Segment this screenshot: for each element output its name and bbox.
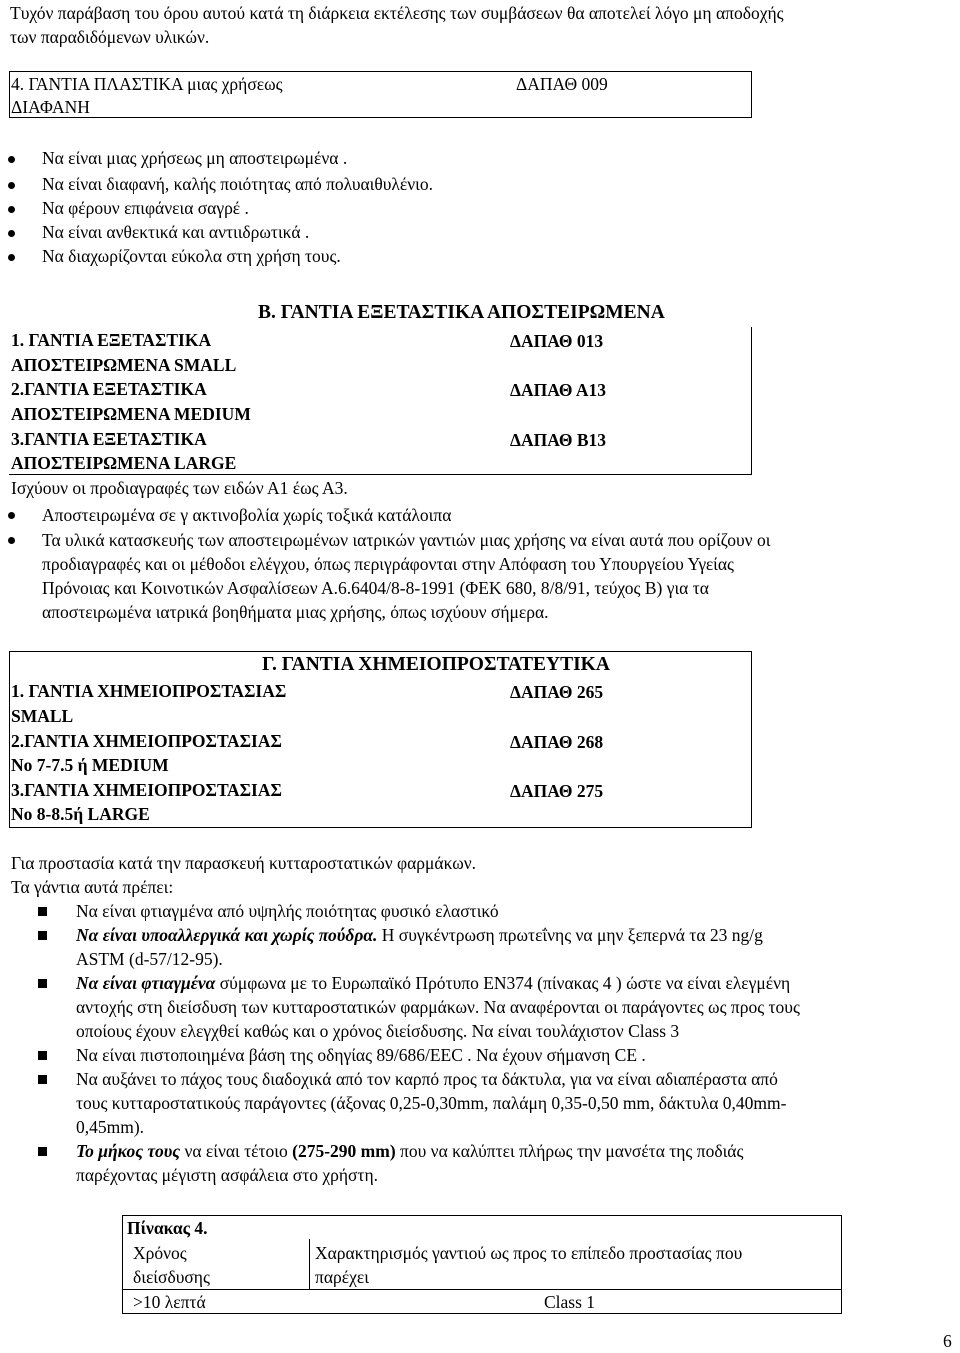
square-bullet-icon [38, 931, 47, 940]
page-number: 6 [943, 1331, 952, 1351]
list-item: Να αυξάνει το πάχος τους διαδοχικά από τον καρπό προς τα δάκτυλα, για να είναι αδιαπέραστα από τους κυτταροστατικούς παράγοντες (άξονας 0,25-0,30mm, παλάμη 0,35-0,50 mm, δάκτυλα 0,40mm- 0,45mm). [76, 1067, 958, 1139]
requirements-list [76, 899, 958, 1187]
intro-line-2: των παραδιδόμενων υλικών. [10, 27, 210, 47]
table-4-title: Πίνακας 4. [127, 1218, 208, 1238]
section-b-heading: Β. ΓΑΝΤΙΑ ΕΞΕΤΑΣΤΙΚΑ ΑΠΟΣΤΕΙΡΩΜΕΝΑ [258, 302, 665, 323]
item4-title-line-1: 4. ΓΑΝΤΙΑ ΠΛΑΣΤΙΚΑ μιας χρήσεως [11, 74, 283, 94]
list-item: Να είναι μιας χρήσεως μη αποστειρωμένα . [34, 146, 433, 172]
bullet-icon [8, 156, 15, 163]
table-4-class: Class 1 [544, 1292, 596, 1312]
code: ΔΑΠΑΘ 013 [510, 331, 604, 351]
bullet-icon [8, 182, 15, 189]
section-b-note: Ισχύουν οι προδιαγραφές των ειδών Α1 έως Α3. [11, 478, 348, 498]
item4-title-line-2: ΔΙΑΦΑΝΗ [11, 97, 90, 117]
list-item: Το μήκος τους να είναι τέτοιο (275-290 mm) που να καλύπτει πλήρως την μανσέτα της ποδιάς παρέχοντας μέγιστη ασφάλεια στο χρήστη. [76, 1139, 958, 1187]
table-4-time: >10 λεπτά [133, 1292, 206, 1312]
code: ΔΑΠΑΘ 265 [510, 682, 604, 702]
list-item: Να είναι ανθεκτικά και αντιιδρωτικά . [34, 220, 433, 244]
list-item: Να είναι φτιαγμένα από υψηλής ποιότητας φυσικό ελαστικό [76, 899, 958, 923]
list-item: Αποστειρωμένα σε γ ακτινοβολία χωρίς τοξικά κατάλοιπα [42, 503, 958, 528]
list-item: Να φέρουν επιφάνεια σαγρέ . [34, 196, 433, 220]
square-bullet-icon [38, 907, 47, 916]
table-4-col2-header-line-1: Χαρακτηρισμός γαντιού ως προς το επίπεδο προστασίας που [315, 1243, 743, 1263]
section-c-para-2: Τα γάντια αυτά πρέπει: [11, 877, 174, 897]
square-bullet-icon [38, 1147, 47, 1156]
bullet-icon [8, 512, 15, 519]
table-4-col1-header-line-2: διείσδυσης [133, 1267, 210, 1287]
bullet-icon [8, 206, 15, 213]
code: ΔΑΠΑΘ Β13 [510, 430, 607, 450]
item4-bullet-list [34, 146, 433, 268]
item4-code: ΔΑΠΑΘ 009 [516, 74, 608, 94]
table-4-col2-header-line-2: παρέχει [315, 1267, 369, 1287]
table-4-col1-header-line-1: Χρόνος [133, 1243, 187, 1263]
bullet-icon [8, 254, 15, 261]
square-bullet-icon [38, 979, 47, 988]
list-item: Τα υλικά κατασκευής των αποστειρωμένων ιατρικών γαντιών μιας χρήσης να είναι αυτά που ορίζουν οι προδιαγραφές και οι μέθοδοι ελέγχου, όπως περιγράφονται στην Απόφαση του Υπουργείου Υγείας Πρόνοιας και Κοινοτικών Ασφαλίσεων Α.6.6404/8-8-1991 (ΦΕΚ 680, 8/8/91, τεύχος Β) για τα αποστειρωμένα ιατρικά βοηθήματα μιας χρήσης, όπως ισχύουν σήμερα. [42, 528, 958, 624]
section-c-heading: Γ. ΓΑΝΤΙΑ ΧΗΜΕΙΟΠΡΟΣΤΑΤΕΥΤΙΚΑ [262, 654, 610, 675]
code: ΔΑΠΑΘ Α13 [510, 380, 607, 400]
code: ΔΑΠΑΘ 268 [510, 732, 604, 752]
list-item: Να είναι διαφανή, καλής ποιότητας από πολυαιθυλένιο. [34, 172, 433, 196]
code: ΔΑΠΑΘ 275 [510, 781, 604, 801]
intro-line-1: Τυχόν παράβαση του όρου αυτού κατά τη διάρκεια εκτέλεσης των συμβάσεων θα αποτελεί λόγο μη αποδοχής [10, 3, 784, 23]
list-item: Να είναι πιστοποιημένα βάση της οδηγίας 89/686/ΕΕC . Να έχουν σήμανση CE . [76, 1043, 958, 1067]
list-item: Να είναι υποαλλεργικά και χωρίς πούδρα. Η συγκέντρωση πρωτεΐνης να μην ξεπερνά τα 23 ng/g ASTM (d-57/12-95). [76, 923, 958, 971]
list-item: Να διαχωρίζονται εύκολα στη χρήση τους. [34, 244, 433, 268]
section-c-para-1: Για προστασία κατά την παρασκευή κυτταροστατικών φαρμάκων. [11, 853, 477, 873]
square-bullet-icon [38, 1075, 47, 1084]
section-b-bullet-list [42, 503, 958, 624]
square-bullet-icon [38, 1051, 47, 1060]
bullet-icon [8, 230, 15, 237]
list-item: Να είναι φτιαγμένα σύμφωνα με το Ευρωπαϊκό Πρότυπο ΕΝ374 (πίνακας 4 ) ώστε να είναι ελεγμένη αντοχής στη διείσδυση των κυτταροστατικών φαρμάκων. Να αναφέρονται οι παράγοντες ως προς τους οποίους έχουν ελεγχθεί καθώς και ο χρόνος διείσδυσης. Να είναι τουλάχιστον Class 3 [76, 971, 958, 1043]
bullet-icon [8, 537, 15, 544]
